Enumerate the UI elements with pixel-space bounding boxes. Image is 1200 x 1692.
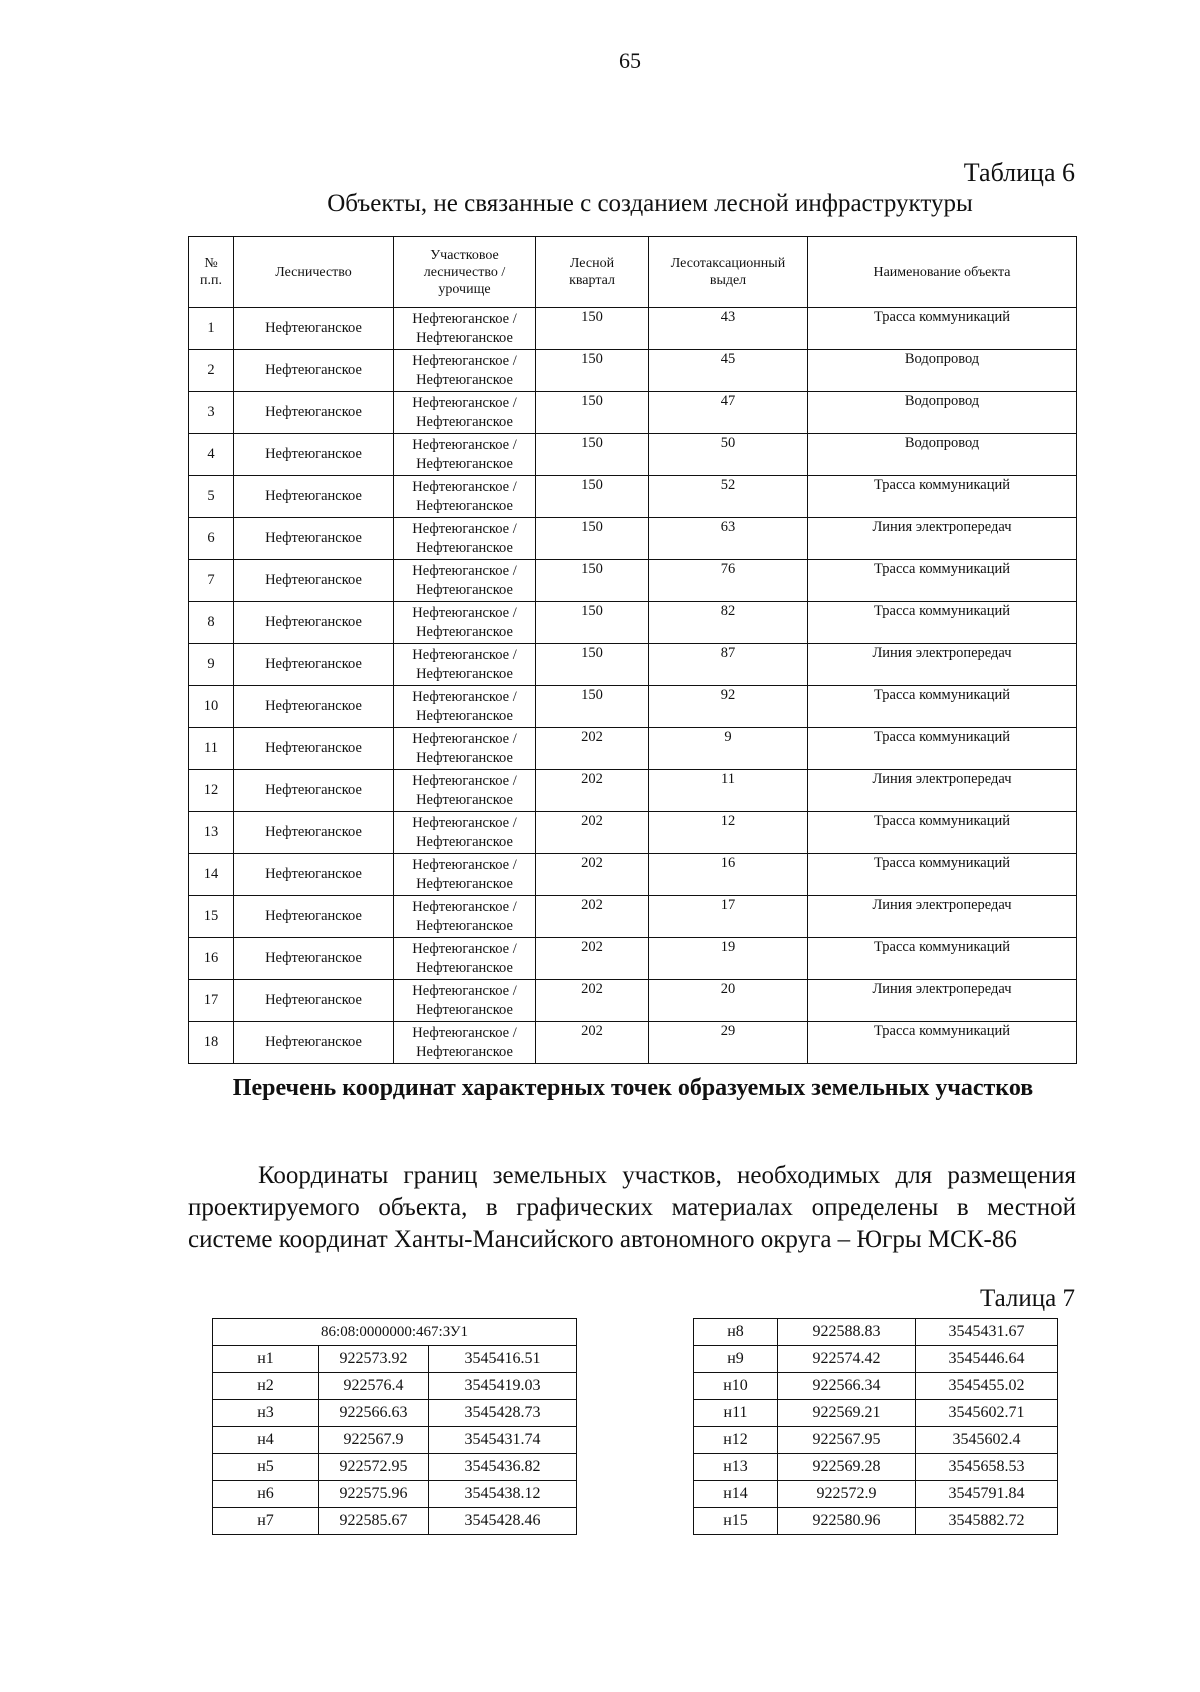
coord-x: 922588.83 xyxy=(778,1319,916,1346)
district-line: Нефтеюганское xyxy=(416,329,513,346)
cell-allotment: 43 xyxy=(649,308,808,350)
cell-object-name: Трасса коммуникаций xyxy=(808,1022,1077,1064)
col-header-district: Участковое лесничество / урочище xyxy=(394,237,536,308)
table-row xyxy=(189,518,1077,560)
cell-forestry: Нефтеюганское xyxy=(234,770,394,812)
table-row xyxy=(189,350,1077,392)
coord-y: 3545431.67 xyxy=(916,1319,1058,1346)
cell-quarter: 202 xyxy=(536,770,649,812)
district-line: Нефтеюганское xyxy=(416,497,513,514)
cell-num: 9 xyxy=(189,644,234,686)
point-label: н1 xyxy=(213,1346,319,1373)
point-label: н3 xyxy=(213,1400,319,1427)
point-label: н14 xyxy=(694,1481,778,1508)
cell-num: 17 xyxy=(189,980,234,1022)
district-line: Нефтеюганское / xyxy=(412,688,517,705)
cell-allotment: 19 xyxy=(649,938,808,980)
coordinate-row xyxy=(694,1319,1058,1346)
coord-y: 3545419.03 xyxy=(429,1373,577,1400)
coordinate-row xyxy=(213,1346,577,1373)
cell-forestry: Нефтеюганское xyxy=(234,686,394,728)
district-line: Нефтеюганское / xyxy=(412,394,517,411)
cell-forestry: Нефтеюганское xyxy=(234,350,394,392)
cell-quarter: 202 xyxy=(536,812,649,854)
district-line: Нефтеюганское / xyxy=(412,436,517,453)
col-header-quarter: Лесной квартал xyxy=(536,237,649,308)
coord-x: 922572.9 xyxy=(778,1481,916,1508)
coord-y: 3545446.64 xyxy=(916,1346,1058,1373)
coordinate-row xyxy=(694,1481,1058,1508)
cell-forestry: Нефтеюганское xyxy=(234,602,394,644)
cell-object-name: Трасса коммуникаций xyxy=(808,308,1077,350)
cell-forestry: Нефтеюганское xyxy=(234,308,394,350)
cell-object-name: Трасса коммуникаций xyxy=(808,728,1077,770)
cell-forestry: Нефтеюганское xyxy=(234,644,394,686)
cell-forestry: Нефтеюганское xyxy=(234,392,394,434)
point-label: н12 xyxy=(694,1427,778,1454)
page-number: 65 xyxy=(619,48,641,73)
cell-allotment: 76 xyxy=(649,560,808,602)
district-line: Нефтеюганское / xyxy=(412,940,517,957)
cell-quarter: 202 xyxy=(536,854,649,896)
cell-num: 11 xyxy=(189,728,234,770)
col-header-object-name: Наименование объекта xyxy=(808,237,1077,308)
cell-quarter: 150 xyxy=(536,518,649,560)
cell-object-name: Водопровод xyxy=(808,350,1077,392)
coord-x: 922572.95 xyxy=(319,1454,429,1481)
table-row xyxy=(189,770,1077,812)
col-header-num: № п.п. xyxy=(189,237,234,308)
district-line: Нефтеюганское xyxy=(416,539,513,556)
cell-quarter: 150 xyxy=(536,350,649,392)
cell-forestry: Нефтеюганское xyxy=(234,476,394,518)
cell-district xyxy=(394,770,536,812)
cell-object-name: Трасса коммуникаций xyxy=(808,854,1077,896)
point-label: н5 xyxy=(213,1454,319,1481)
cell-num: 6 xyxy=(189,518,234,560)
parcel-id-row xyxy=(213,1319,577,1346)
district-line: Нефтеюганское / xyxy=(412,478,517,495)
coord-x: 922573.92 xyxy=(319,1346,429,1373)
cell-allotment: 20 xyxy=(649,980,808,1022)
point-label: н7 xyxy=(213,1508,319,1535)
cell-forestry: Нефтеюганское xyxy=(234,728,394,770)
cell-allotment: 29 xyxy=(649,1022,808,1064)
point-label: н4 xyxy=(213,1427,319,1454)
coord-y: 3545438.12 xyxy=(429,1481,577,1508)
cell-district xyxy=(394,602,536,644)
cell-allotment: 82 xyxy=(649,602,808,644)
cell-quarter: 202 xyxy=(536,1022,649,1064)
cell-district xyxy=(394,854,536,896)
cell-num: 18 xyxy=(189,1022,234,1064)
district-line: Нефтеюганское / xyxy=(412,310,517,327)
district-line: Нефтеюганское / xyxy=(412,604,517,621)
point-label: н9 xyxy=(694,1346,778,1373)
cell-object-name: Линия электропередач xyxy=(808,896,1077,938)
cell-district xyxy=(394,560,536,602)
cell-quarter: 202 xyxy=(536,938,649,980)
district-line: Нефтеюганское xyxy=(416,749,513,766)
coord-y: 3545882.72 xyxy=(916,1508,1058,1535)
coord-y: 3545428.46 xyxy=(429,1508,577,1535)
cell-district xyxy=(394,938,536,980)
coord-y: 3545436.82 xyxy=(429,1454,577,1481)
point-label: н10 xyxy=(694,1373,778,1400)
coordinate-row xyxy=(213,1400,577,1427)
table-row xyxy=(189,728,1077,770)
table-row xyxy=(189,560,1077,602)
cell-forestry: Нефтеюганское xyxy=(234,560,394,602)
cell-allotment: 52 xyxy=(649,476,808,518)
table-row xyxy=(189,308,1077,350)
district-line: Нефтеюганское xyxy=(416,581,513,598)
coord-y: 3545602.71 xyxy=(916,1400,1058,1427)
table-row xyxy=(189,476,1077,518)
table-row xyxy=(189,896,1077,938)
coord-x: 922575.96 xyxy=(319,1481,429,1508)
district-line: Нефтеюганское xyxy=(416,413,513,430)
district-line: Нефтеюганское / xyxy=(412,898,517,915)
district-line: Нефтеюганское xyxy=(416,959,513,976)
table-row xyxy=(189,602,1077,644)
cell-object-name: Трасса коммуникаций xyxy=(808,476,1077,518)
coord-x: 922567.9 xyxy=(319,1427,429,1454)
cell-allotment: 17 xyxy=(649,896,808,938)
cell-forestry: Нефтеюганское xyxy=(234,980,394,1022)
cell-district xyxy=(394,434,536,476)
cell-quarter: 150 xyxy=(536,644,649,686)
district-line: Нефтеюганское / xyxy=(412,814,517,831)
point-label: н13 xyxy=(694,1454,778,1481)
cell-object-name: Трасса коммуникаций xyxy=(808,686,1077,728)
col-header-allotment: Лесотаксационный выдел xyxy=(649,237,808,308)
table-row xyxy=(189,644,1077,686)
cell-num: 4 xyxy=(189,434,234,476)
coord-y: 3545658.53 xyxy=(916,1454,1058,1481)
forest-table-body xyxy=(189,308,1077,1064)
cell-object-name: Водопровод xyxy=(808,392,1077,434)
cell-forestry: Нефтеюганское xyxy=(234,896,394,938)
cell-object-name: Трасса коммуникаций xyxy=(808,560,1077,602)
coordinate-row xyxy=(694,1508,1058,1535)
coord-y: 3545602.4 xyxy=(916,1427,1058,1454)
district-line: Нефтеюганское xyxy=(416,455,513,472)
district-line: Нефтеюганское xyxy=(416,665,513,682)
cell-district xyxy=(394,812,536,854)
cell-quarter: 150 xyxy=(536,686,649,728)
cell-object-name: Линия электропередач xyxy=(808,644,1077,686)
coord-y: 3545791.84 xyxy=(916,1481,1058,1508)
cell-quarter: 150 xyxy=(536,308,649,350)
cell-quarter: 150 xyxy=(536,560,649,602)
district-line: Нефтеюганское / xyxy=(412,1024,517,1041)
coordinates-section-heading: Перечень координат характерных точек образуемых земельных участков xyxy=(232,1075,1034,1101)
district-line: Нефтеюганское xyxy=(416,707,513,724)
district-line: Нефтеюганское xyxy=(416,875,513,892)
table-row xyxy=(189,812,1077,854)
cell-district xyxy=(394,644,536,686)
cell-num: 10 xyxy=(189,686,234,728)
coord-x: 922576.4 xyxy=(319,1373,429,1400)
cell-allotment: 47 xyxy=(649,392,808,434)
coordinate-row xyxy=(213,1427,577,1454)
coord-x: 922569.21 xyxy=(778,1400,916,1427)
coord-x: 922580.96 xyxy=(778,1508,916,1535)
cell-num: 8 xyxy=(189,602,234,644)
coordinate-row xyxy=(213,1481,577,1508)
point-label: н15 xyxy=(694,1508,778,1535)
table-6-label: Таблица 6 xyxy=(963,158,1075,187)
coordinate-row xyxy=(694,1346,1058,1373)
district-line: Нефтеюганское xyxy=(416,1043,513,1060)
cell-num: 12 xyxy=(189,770,234,812)
coordinate-row xyxy=(213,1454,577,1481)
cell-forestry: Нефтеюганское xyxy=(234,854,394,896)
table-row xyxy=(189,434,1077,476)
cell-quarter: 202 xyxy=(536,980,649,1022)
coordinate-row xyxy=(213,1508,577,1535)
district-line: Нефтеюганское xyxy=(416,791,513,808)
cell-quarter: 150 xyxy=(536,392,649,434)
district-line: Нефтеюганское xyxy=(416,833,513,850)
district-line: Нефтеюганское xyxy=(416,623,513,640)
cell-num: 16 xyxy=(189,938,234,980)
district-line: Нефтеюганское / xyxy=(412,982,517,999)
cell-num: 14 xyxy=(189,854,234,896)
cell-allotment: 63 xyxy=(649,518,808,560)
cell-district xyxy=(394,476,536,518)
cell-forestry: Нефтеюганское xyxy=(234,518,394,560)
coordinate-row xyxy=(694,1427,1058,1454)
cell-district xyxy=(394,896,536,938)
table-header-row xyxy=(189,237,1077,308)
district-line: Нефтеюганское / xyxy=(412,772,517,789)
cell-district xyxy=(394,308,536,350)
coord-x: 922566.34 xyxy=(778,1373,916,1400)
coord-x: 922585.67 xyxy=(319,1508,429,1535)
cell-num: 3 xyxy=(189,392,234,434)
cell-district xyxy=(394,980,536,1022)
coord-x: 922574.42 xyxy=(778,1346,916,1373)
coordinate-row xyxy=(213,1373,577,1400)
table-row xyxy=(189,854,1077,896)
table-row xyxy=(189,392,1077,434)
table-7-label: Талица 7 xyxy=(979,1285,1075,1312)
cell-object-name: Линия электропередач xyxy=(808,518,1077,560)
coord-x: 922569.28 xyxy=(778,1454,916,1481)
point-label: н6 xyxy=(213,1481,319,1508)
cell-object-name: Водопровод xyxy=(808,434,1077,476)
coordinates-table-right xyxy=(693,1318,1058,1535)
cell-allotment: 11 xyxy=(649,770,808,812)
cell-forestry: Нефтеюганское xyxy=(234,938,394,980)
cell-forestry: Нефтеюганское xyxy=(234,434,394,476)
cell-quarter: 150 xyxy=(536,602,649,644)
cell-num: 15 xyxy=(189,896,234,938)
district-line: Нефтеюганское / xyxy=(412,646,517,663)
cell-quarter: 150 xyxy=(536,434,649,476)
cell-quarter: 202 xyxy=(536,728,649,770)
cell-district xyxy=(394,686,536,728)
cell-object-name: Трасса коммуникаций xyxy=(808,812,1077,854)
cell-district xyxy=(394,518,536,560)
district-line: Нефтеюганское xyxy=(416,371,513,388)
district-line: Нефтеюганское / xyxy=(412,352,517,369)
cell-quarter: 202 xyxy=(536,896,649,938)
cell-num: 1 xyxy=(189,308,234,350)
table-row xyxy=(189,686,1077,728)
cell-district xyxy=(394,1022,536,1064)
cell-num: 7 xyxy=(189,560,234,602)
cell-allotment: 16 xyxy=(649,854,808,896)
cell-object-name: Линия электропередач xyxy=(808,980,1077,1022)
point-label: н11 xyxy=(694,1400,778,1427)
cell-num: 2 xyxy=(189,350,234,392)
cell-allotment: 50 xyxy=(649,434,808,476)
district-line: Нефтеюганское / xyxy=(412,562,517,579)
coordinate-row xyxy=(694,1454,1058,1481)
cell-forestry: Нефтеюганское xyxy=(234,812,394,854)
cell-allotment: 92 xyxy=(649,686,808,728)
cell-num: 13 xyxy=(189,812,234,854)
cell-district xyxy=(394,392,536,434)
coord-y: 3545431.74 xyxy=(429,1427,577,1454)
table-6-title: Объекты, не связанные с созданием лесной инфраструктуры xyxy=(327,190,973,217)
forest-objects-table xyxy=(188,236,1077,1064)
cell-num: 5 xyxy=(189,476,234,518)
cell-allotment: 87 xyxy=(649,644,808,686)
cell-district xyxy=(394,350,536,392)
cell-district xyxy=(394,728,536,770)
table-row xyxy=(189,980,1077,1022)
col-header-forestry: Лесничество xyxy=(234,237,394,308)
point-label: н2 xyxy=(213,1373,319,1400)
point-label: н8 xyxy=(694,1319,778,1346)
cell-object-name: Трасса коммуникаций xyxy=(808,938,1077,980)
table-row xyxy=(189,938,1077,980)
district-line: Нефтеюганское / xyxy=(412,520,517,537)
table-row xyxy=(189,1022,1077,1064)
coord-x: 922566.63 xyxy=(319,1400,429,1427)
cell-forestry: Нефтеюганское xyxy=(234,1022,394,1064)
cell-quarter: 150 xyxy=(536,476,649,518)
parcel-id: 86:08:0000000:467:ЗУ1 xyxy=(213,1319,577,1346)
coordinates-table-left xyxy=(212,1318,577,1535)
district-line: Нефтеюганское xyxy=(416,1001,513,1018)
cell-allotment: 9 xyxy=(649,728,808,770)
cell-object-name: Линия электропередач xyxy=(808,770,1077,812)
coord-y: 3545416.51 xyxy=(429,1346,577,1373)
coord-y: 3545455.02 xyxy=(916,1373,1058,1400)
cell-allotment: 12 xyxy=(649,812,808,854)
district-line: Нефтеюганское xyxy=(416,917,513,934)
district-line: Нефтеюганское / xyxy=(412,856,517,873)
cell-allotment: 45 xyxy=(649,350,808,392)
coordinate-row xyxy=(694,1373,1058,1400)
district-line: Нефтеюганское / xyxy=(412,730,517,747)
coord-y: 3545428.73 xyxy=(429,1400,577,1427)
coord-x: 922567.95 xyxy=(778,1427,916,1454)
coordinate-row xyxy=(694,1400,1058,1427)
coordinates-paragraph: Координаты границ земельных участков, необходимых для размещения проектируемого объекта, в графических материалах определены в местной системе координат Ханты-Мансийского автономного округа – Югры МСК-86 xyxy=(188,1162,1076,1253)
cell-object-name: Трасса коммуникаций xyxy=(808,602,1077,644)
